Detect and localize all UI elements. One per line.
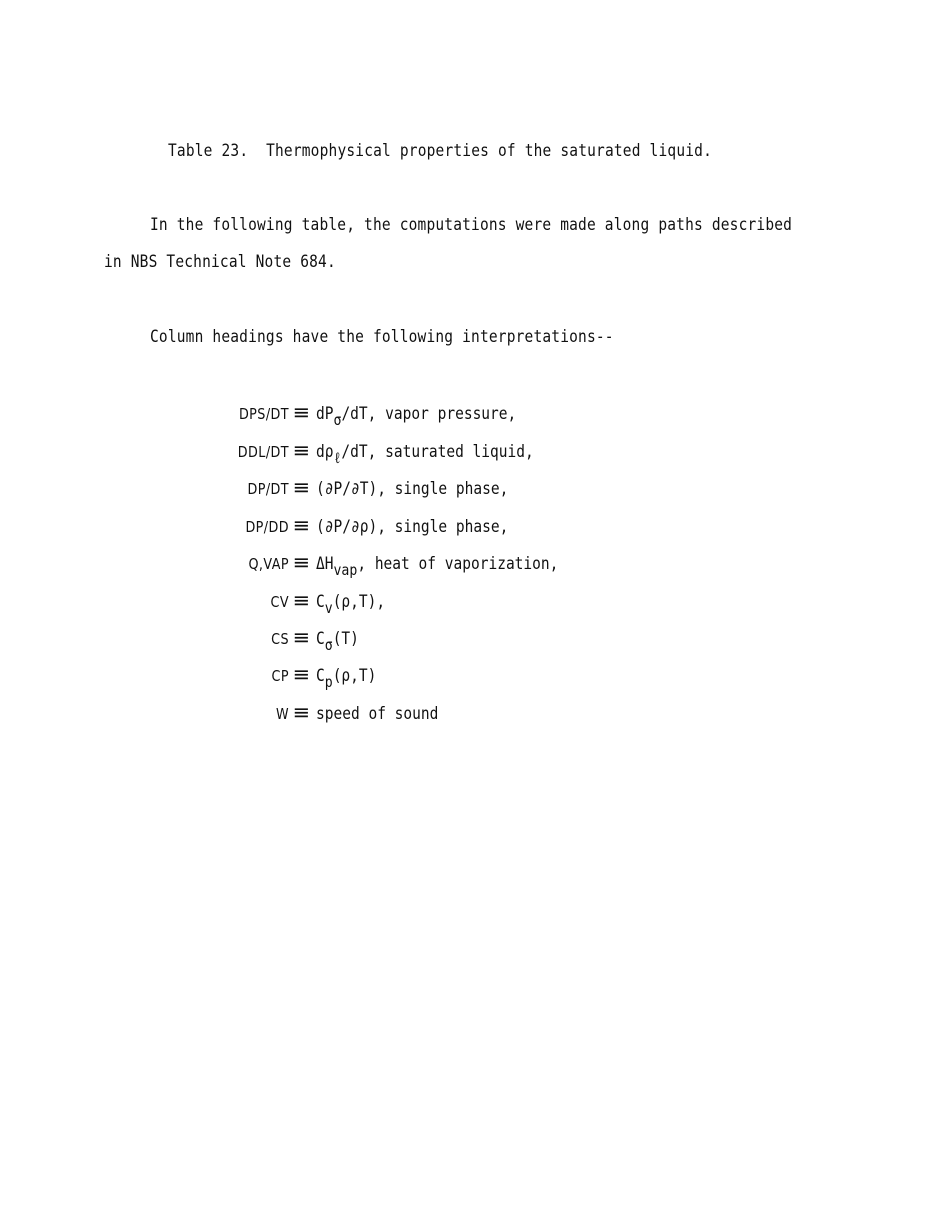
definition-expression: dρℓ/dT, saturated liquid, bbox=[315, 442, 534, 467]
definition-expression: speed of sound bbox=[315, 704, 439, 723]
definition-term: DP/DD bbox=[245, 518, 289, 536]
definition-term: DP/DT bbox=[247, 480, 289, 498]
definition-row bbox=[190, 662, 384, 691]
definition-expression: (∂P/∂ρ), single phase, bbox=[315, 517, 509, 536]
equivalence-symbol: ≡ bbox=[292, 700, 311, 724]
definition-row bbox=[190, 477, 534, 499]
equivalence-symbol: ≡ bbox=[292, 588, 311, 612]
paragraph-line-1: In the following table, the computations were made along paths described bbox=[150, 215, 793, 234]
equivalence-symbol: ≡ bbox=[292, 475, 311, 499]
definition-expression: dPσ/dT, vapor pressure, bbox=[315, 404, 517, 429]
definition-row bbox=[190, 702, 455, 724]
equivalence-symbol: ≡ bbox=[292, 513, 311, 537]
definition-term: DPS/DT bbox=[238, 405, 289, 423]
equivalence-symbol: ≡ bbox=[292, 400, 311, 424]
paragraph-line-2: in NBS Technical Note 684. bbox=[104, 252, 336, 271]
equivalence-symbol: ≡ bbox=[292, 662, 311, 686]
definition-term: DDL/DT bbox=[237, 443, 289, 461]
definition-row bbox=[190, 588, 394, 617]
definition-term: Q,VAP bbox=[248, 555, 289, 573]
definition-expression: Cσ(T) bbox=[315, 629, 359, 654]
definition-row bbox=[190, 438, 563, 467]
definition-term: CS bbox=[271, 630, 289, 648]
definition-row bbox=[190, 515, 534, 537]
definition-term: W bbox=[275, 705, 289, 723]
definition-expression: (∂P/∂T), single phase, bbox=[315, 479, 509, 498]
equivalence-symbol: ≡ bbox=[292, 550, 311, 574]
definition-term: CV bbox=[270, 593, 289, 611]
definition-row bbox=[190, 400, 543, 429]
definition-row bbox=[190, 550, 591, 579]
table-caption: Table 23. Thermophysical properties of the saturated liquid. bbox=[168, 141, 712, 160]
definition-expression: Cv(ρ,T), bbox=[315, 592, 385, 617]
definition-row bbox=[190, 625, 365, 654]
definition-term: CP bbox=[271, 667, 289, 685]
column-headings-intro: Column headings have the following interpretations-- bbox=[150, 327, 614, 346]
equivalence-symbol: ≡ bbox=[292, 438, 311, 462]
definition-expression: Cp(ρ,T) bbox=[315, 666, 377, 691]
definition-expression: ΔHvap, heat of vaporization, bbox=[315, 554, 559, 579]
equivalence-symbol: ≡ bbox=[292, 625, 311, 649]
